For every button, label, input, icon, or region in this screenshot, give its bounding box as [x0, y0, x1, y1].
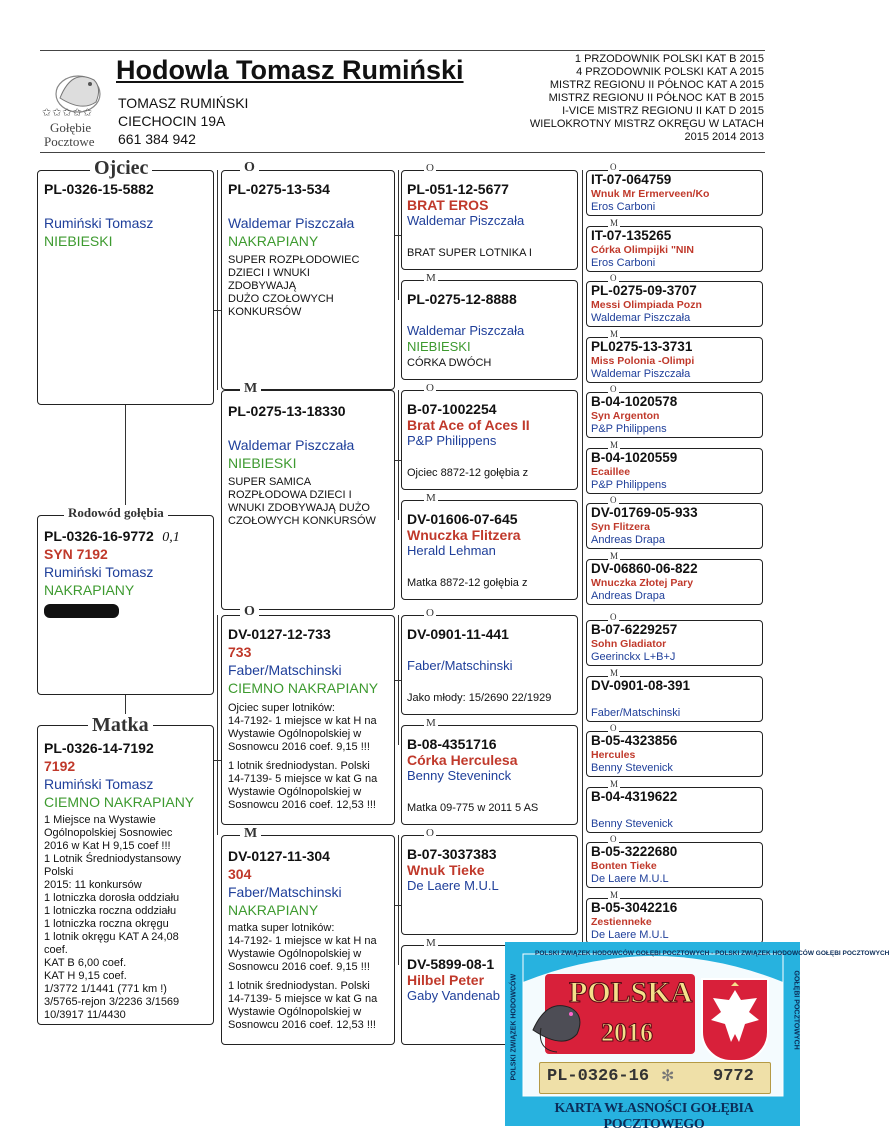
g4-sex-label: M: [610, 440, 619, 450]
g4-sex-label: O: [610, 162, 617, 172]
fm-sex-label: M: [240, 381, 261, 397]
mm-color: NAKRAPIANY: [228, 902, 319, 918]
g3-card[interactable]: [401, 170, 578, 270]
note-line: CZOŁOWYCH KONKURSÓW: [228, 515, 376, 527]
g3-card[interactable]: [401, 390, 578, 490]
subject-ring-suffix: 0,1: [162, 530, 180, 545]
ff-notes: [228, 254, 359, 319]
g4-owner: Faber/Matschinski: [591, 707, 681, 719]
g4-name: Messi Olimpiada Pozn: [591, 299, 702, 311]
award-line: MISTRZ REGIONU II PÓŁNOC KAT B 2015: [548, 92, 764, 104]
g4-card[interactable]: [586, 731, 763, 777]
g4-name: Wnuczka Złotej Pary: [591, 577, 694, 589]
g4-card[interactable]: [586, 503, 763, 549]
ff-owner: Waldemar Piszczała: [228, 215, 355, 231]
g4-card[interactable]: [586, 337, 763, 383]
card-ring-number: 9772: [713, 1067, 754, 1086]
mother-label: Matka: [88, 714, 153, 737]
award-line: 4 PRZODOWNIK POLSKI KAT A 2015: [576, 66, 764, 78]
note-line: DUŻO CZOŁOWYCH: [228, 293, 334, 305]
g4-card[interactable]: [586, 226, 763, 272]
g4-owner: Waldemar Piszczała: [591, 368, 691, 380]
ff-color: NAKRAPIANY: [228, 233, 319, 249]
g4-ring: PL0275-13-3731: [591, 339, 693, 354]
g4-card[interactable]: [586, 170, 763, 216]
g4-card[interactable]: [586, 392, 763, 438]
g3-owner: Faber/Matschinski: [407, 658, 513, 673]
card-flower-icon: ✻: [661, 1068, 675, 1085]
ff-sex-label: O: [240, 160, 259, 176]
note-line: 1 Lotnik Średniodystansowy: [44, 853, 181, 865]
mother-ring: PL-0326-14-7192: [44, 740, 154, 756]
logo-text-2: Pocztowe: [44, 134, 95, 149]
note-line: matka super lotników:: [228, 922, 335, 934]
note-line: SUPER ROZPŁODOWIEC: [228, 254, 360, 266]
g3-card[interactable]: [401, 280, 578, 380]
page-title: Hodowla Tomasz Rumiński: [116, 55, 464, 85]
note-line: 2015: 11 konkursów: [44, 879, 142, 891]
note-line: WNUKI ZDOBYWAJĄ DUŻO: [228, 502, 370, 514]
g4-sex-label: O: [610, 834, 617, 844]
note-line: 1 lotniczka roczna oddziału: [44, 905, 177, 917]
g3-ring: DV-5899-08-1: [407, 956, 495, 972]
g3-sex-label: M: [426, 937, 436, 949]
mm-notes: [228, 922, 394, 1032]
mf-ring: DV-0127-12-733: [228, 626, 331, 642]
note-line: 1 lotniczka roczna okręgu: [44, 918, 169, 930]
subject-ring: PL-0326-16-9772: [44, 528, 154, 544]
eagle-icon: [703, 980, 767, 1060]
g3-card[interactable]: [401, 615, 578, 715]
father-owner: Rumiński Tomasz: [44, 215, 154, 231]
g4-owner: P&P Philippens: [591, 479, 667, 491]
mother-name: 7192: [44, 758, 76, 774]
mf-owner: Faber/Matschinski: [228, 662, 342, 678]
g3-sex-label: M: [426, 272, 436, 284]
g3-ring: PL-051-12-5677: [407, 181, 509, 197]
fm-ring: PL-0275-13-18330: [228, 403, 346, 419]
note-line: KAT B 6,00 coef.: [44, 957, 127, 969]
g4-owner: Geerinckx L+B+J: [591, 651, 676, 663]
g4-name: Córka Olimpijki "NIN: [591, 244, 695, 256]
eagle-emblem: [701, 978, 769, 1062]
ff-ring: PL-0275-13-534: [228, 181, 330, 197]
mf-sex-label: O: [240, 604, 259, 620]
note-line: 1/3772 1/1441 (771 km !): [44, 983, 167, 995]
g4-card[interactable]: [586, 281, 763, 327]
g4-ring: B-05-4323856: [591, 733, 678, 748]
note-line: 14-7139- 5 miejsce w kat G na: [228, 993, 378, 1005]
mother-color: CIEMNO NAKRAPIANY: [44, 794, 195, 810]
g3-name: Hilbel Peter: [407, 972, 485, 988]
note-line: KONKURSÓW: [228, 306, 302, 318]
fm-notes: [228, 476, 376, 528]
card-side-left: POLSKI ZWIĄZEK HODOWCÓW: [510, 973, 518, 1081]
g3-ring: PL-0275-12-8888: [407, 291, 517, 307]
g3-card[interactable]: [401, 500, 578, 600]
fm-owner: Waldemar Piszczała: [228, 437, 355, 453]
g4-ring: DV-01769-05-933: [591, 505, 698, 520]
g4-owner: Andreas Drapa: [591, 534, 665, 546]
g4-sex-label: O: [610, 495, 617, 505]
subject-owner: Rumiński Tomasz: [44, 564, 154, 580]
g3-name: Wnuczka Flitzera: [407, 527, 521, 543]
card-ring-prefix: PL-0326-16: [547, 1067, 650, 1086]
subject-card[interactable]: [37, 515, 214, 695]
g4-owner: P&P Philippens: [591, 423, 667, 435]
mf-name: 733: [228, 644, 252, 660]
g4-owner: Waldemar Piszczała: [591, 312, 691, 324]
note-line: Wystawie Ogólnopolskiej w: [228, 728, 362, 740]
g4-owner: Benny Stevenick: [591, 818, 673, 830]
mm-card[interactable]: [221, 835, 395, 1045]
g4-name: Syn Argenton: [591, 410, 660, 422]
g3-ring: DV-0901-11-441: [407, 626, 509, 642]
note-line: 1 lotniczka dorosła oddziału: [44, 892, 180, 904]
g4-sex-label: M: [610, 668, 619, 678]
card-side-right: GOŁĘBI POCZTOWYCH: [792, 970, 800, 1050]
note-line: Ojciec super lotników:: [228, 702, 335, 714]
note-line: Sosnowcu 2016 coef. 12,53 !!!: [228, 799, 376, 811]
g4-ring: B-07-6229257: [591, 622, 678, 637]
g3-note: Jako młody: 15/2690 22/1929: [407, 692, 552, 704]
award-line: I-VICE MISTRZ REGIONU II KAT D 2015: [562, 105, 764, 117]
father-ring: PL-0326-15-5882: [44, 181, 154, 197]
g4-ring: DV-06860-06-822: [591, 561, 698, 576]
g3-note: Matka 8872-12 gołębia z: [407, 577, 528, 589]
g3-name: BRAT EROS: [407, 197, 489, 213]
ownership-card[interactable]: [505, 942, 889, 1132]
g3-note: Matka 09-775 w 2011 5 AS: [407, 802, 539, 814]
g4-owner: Andreas Drapa: [591, 590, 665, 602]
g4-name: Zestienneke: [591, 916, 652, 928]
g3-color: NIEBIESKI: [407, 339, 471, 354]
note-line: coef.: [44, 944, 68, 956]
g4-ring: B-05-3042216: [591, 900, 678, 915]
pigeon-icon: [527, 990, 587, 1060]
g3-ring: DV-01606-07-645: [407, 511, 518, 527]
owner-address: CIECHOCIN 19A: [118, 113, 226, 129]
mf-card[interactable]: [221, 615, 395, 825]
fm-card[interactable]: [221, 390, 395, 610]
g4-ring: B-04-1020578: [591, 394, 678, 409]
mother-owner: Rumiński Tomasz: [44, 776, 154, 792]
g4-owner: De Laere M.U.L: [591, 929, 669, 941]
note-line: Sosnowcu 2016 coef. 9,15 !!!: [228, 961, 370, 973]
g3-note: BRAT SUPER LOTNIKA I: [407, 247, 532, 259]
g3-sex-label: M: [426, 492, 436, 504]
g3-owner: Benny Steveninck: [407, 768, 512, 783]
g4-ring: IT-07-135265: [591, 228, 672, 243]
g4-ring: B-04-4319622: [591, 789, 678, 804]
note-line: DZIECI I WNUKI: [228, 267, 310, 279]
fm-color: NIEBIESKI: [228, 455, 297, 471]
g3-name: Wnuk Tieke: [407, 862, 485, 878]
g3-sex-label: O: [426, 607, 434, 619]
card-year: 2016: [601, 1018, 653, 1047]
award-line: 2015 2014 2013: [684, 131, 764, 143]
g4-sex-label: O: [610, 384, 617, 394]
note-line: 1 Miejsce na Wystawie: [44, 814, 156, 826]
note-line: Wystawie Ogólnopolskiej w: [228, 948, 362, 960]
g3-sex-label: M: [426, 717, 436, 729]
g4-owner: Benny Stevenick: [591, 762, 673, 774]
g3-note: Ojciec 8872-12 gołębia z: [407, 467, 529, 479]
g4-sex-label: M: [610, 779, 619, 789]
g4-sex-label: M: [610, 218, 619, 228]
note-line: 3/5765-rejon 3/2236 3/1569: [44, 996, 180, 1008]
g3-owner: Waldemar Piszczała: [407, 213, 525, 228]
note-line: 14-7192- 1 miejsce w kat H na: [228, 935, 377, 947]
g4-sex-label: M: [610, 329, 619, 339]
award-line: WIELOKROTNY MISTRZ OKRĘGU W LATACH: [529, 118, 764, 130]
note-line: 1 lotnik średniodystan. Polski: [228, 980, 370, 992]
mother-notes: [44, 814, 212, 1022]
g4-sex-label: O: [610, 612, 617, 622]
card-country: POLSKA: [569, 976, 693, 1009]
card-footer: KARTA WŁASNOŚCI GOŁĘBIA POCZTOWEGO: [554, 1101, 754, 1132]
note-line: 14-7139- 5 miejsce w kat G na: [228, 773, 378, 785]
note-line: Sosnowcu 2016 coef. 12,53 !!!: [228, 1019, 376, 1031]
g4-ring: B-04-1020559: [591, 450, 678, 465]
g3-owner: Gaby Vandenab: [407, 988, 500, 1003]
mother-card[interactable]: [37, 725, 214, 1025]
g4-name: Wnuk Mr Ermerveen/Ko: [591, 188, 710, 200]
note-line: SUPER SAMICA: [228, 476, 312, 488]
mf-color: CIEMNO NAKRAPIANY: [228, 680, 379, 696]
g3-owner: De Laere M.U.L: [407, 878, 499, 893]
g4-owner: De Laere M.U.L: [591, 873, 669, 885]
mm-sex-label: M: [240, 826, 261, 842]
note-line: 1 lotnik średniodystan. Polski: [228, 760, 370, 772]
g4-card[interactable]: [586, 842, 763, 888]
g3-name: Brat Ace of Aces II: [407, 417, 530, 433]
note-line: Polski: [44, 866, 74, 878]
g4-owner: Eros Carboni: [591, 257, 656, 269]
note-line: ROZPŁODOWA DZIECI I: [228, 489, 352, 501]
g3-card[interactable]: [401, 725, 578, 825]
g3-note: CÓRKA DWÓCH: [407, 357, 492, 369]
g4-ring: PL-0275-09-3707: [591, 283, 697, 298]
g4-sex-label: M: [610, 551, 619, 561]
award-line: 1 PRZODOWNIK POLSKI KAT B 2015: [574, 53, 764, 65]
g4-name: Miss Polonia -Olimpi: [591, 355, 695, 367]
mm-name: 304: [228, 866, 252, 882]
owner-phone: 661 384 942: [118, 131, 196, 147]
g4-card[interactable]: [586, 448, 763, 494]
note-line: 14-7192- 1 miejsce w kat H na: [228, 715, 377, 727]
g3-owner: P&P Philippens: [407, 433, 497, 448]
g4-owner: Eros Carboni: [591, 201, 656, 213]
g3-owner: Waldemar Piszczała: [407, 323, 525, 338]
g3-ring: B-08-4351716: [407, 736, 497, 752]
g3-owner: Herald Lehman: [407, 543, 496, 558]
g4-card[interactable]: [586, 898, 763, 944]
logo-stars: ✩✩✩✩✩: [42, 107, 94, 119]
note-line: 1 lotnik okręgu KAT A 24,08: [44, 931, 179, 943]
g4-ring: DV-0901-08-391: [591, 678, 691, 693]
ff-card[interactable]: [221, 170, 395, 390]
g4-card[interactable]: [586, 787, 763, 833]
g4-sex-label: O: [610, 723, 617, 733]
logo: [42, 58, 110, 154]
note-line: 10/3917 11/4430: [44, 1009, 126, 1021]
note-line: ZDOBYWAJĄ: [228, 280, 297, 292]
g4-card[interactable]: [586, 620, 763, 666]
mm-ring: DV-0127-11-304: [228, 848, 330, 864]
owner-name: TOMASZ RUMIŃSKI: [118, 95, 249, 111]
awards-list: [494, 53, 764, 144]
g3-ring: B-07-1002254: [407, 401, 497, 417]
subject-color: NAKRAPIANY: [44, 582, 135, 598]
award-line: MISTRZ REGIONU II PÓŁNOC KAT A 2015: [549, 79, 764, 91]
g3-sex-label: O: [426, 827, 434, 839]
note-line: Wystawie Ogólnopolskiej w: [228, 786, 362, 798]
note-line: Wystawie Ogólnopolskiej w: [228, 1006, 362, 1018]
g4-name: Syn Flitzera: [591, 521, 650, 533]
note-line: Sosnowcu 2016 coef. 9,15 !!!: [228, 741, 370, 753]
g4-name: Hercules: [591, 749, 636, 761]
g4-card[interactable]: [586, 676, 763, 722]
redaction-mark: [44, 604, 119, 618]
pedigree-label: Rodowód gołębia: [64, 505, 168, 521]
note-line: KAT H 9,15 coef.: [44, 970, 127, 982]
mf-notes: [228, 702, 394, 812]
g3-ring: B-07-3037383: [407, 846, 497, 862]
g4-name: Sohn Gladiator: [591, 638, 667, 650]
father-label: Ojciec: [90, 157, 152, 180]
card-arc-text: POLSKI ZWIĄZEK HODOWCÓW GOŁĘBI POCZTOWYCH - POLSKI ZWIĄZEK HODOWCÓW GOŁĘBI POCZTOWYCH: [535, 950, 889, 957]
subject-name: SYN 7192: [44, 546, 108, 562]
g4-name: Bonten Tieke: [591, 860, 657, 872]
note-line: Ogólnopolskiej Sosnowiec: [44, 827, 173, 839]
g4-sex-label: M: [610, 890, 619, 900]
g3-sex-label: O: [426, 382, 434, 394]
g4-name: Ecaillee: [591, 466, 631, 478]
g3-name: Córka Herculesa: [407, 752, 518, 768]
father-color: NIEBIESKI: [44, 233, 113, 249]
g3-card[interactable]: [401, 835, 578, 935]
note-line: 2016 w Kat H 9,15 coef !!!: [44, 840, 171, 852]
father-card[interactable]: [37, 170, 214, 405]
g4-sex-label: O: [610, 273, 617, 283]
g4-ring: IT-07-064759: [591, 172, 672, 187]
g3-sex-label: O: [426, 162, 434, 174]
g4-ring: B-05-3222680: [591, 844, 678, 859]
g4-card[interactable]: [586, 559, 763, 605]
logo-text-1: Gołębie: [50, 120, 92, 135]
mm-owner: Faber/Matschinski: [228, 884, 342, 900]
